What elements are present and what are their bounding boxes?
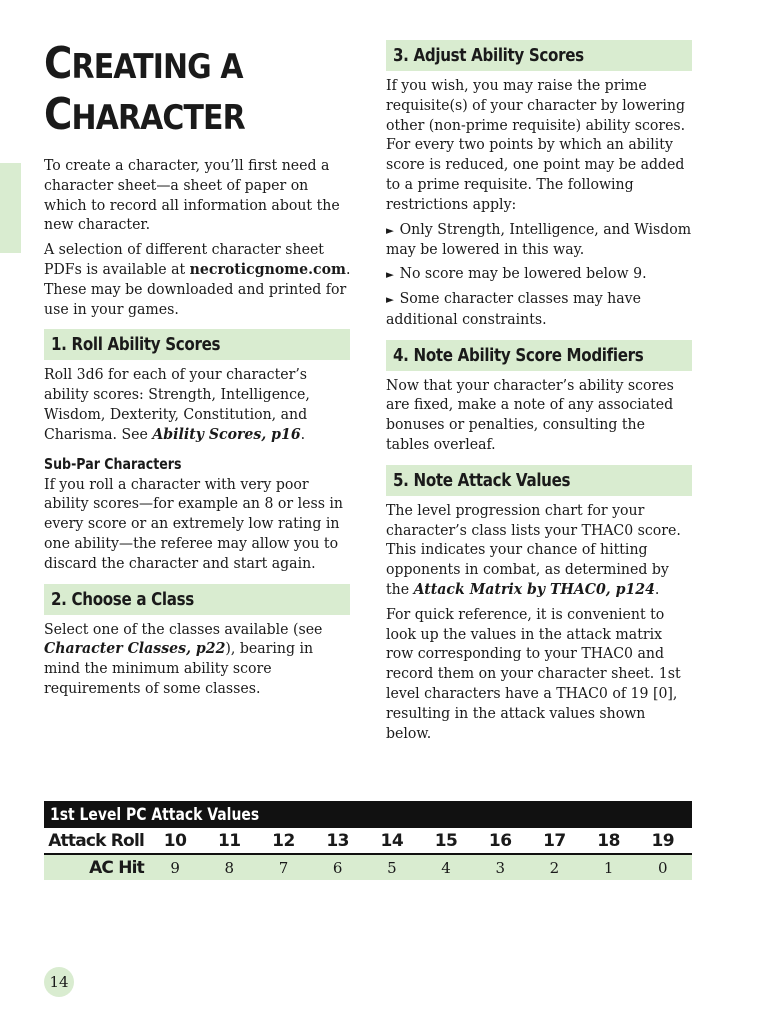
row-label: Attack Roll — [48, 830, 144, 851]
table-cell: 12 — [272, 830, 295, 851]
restriction-bullet: ► No score may be lowered below 9. — [386, 264, 692, 285]
row-label: AC Hit — [89, 857, 144, 878]
restriction-bullet: ► Only Strength, Intelligence, and Wisdom may be lowered in this way. — [386, 219, 692, 259]
table-cell: 10 — [163, 830, 187, 851]
table-cell: 7 — [278, 858, 289, 877]
attack-roll-row — [44, 828, 692, 855]
page-title: CREATING A CHARACTER — [44, 38, 245, 140]
table-cell: 16 — [488, 830, 512, 851]
table-cell: 0 — [658, 858, 668, 877]
table-cell: 11 — [217, 830, 241, 851]
table-cell: 3 — [495, 858, 505, 877]
table-cell: 2 — [549, 858, 560, 877]
section-2-body: Select one of the classes available (see Character Classes, p22), bearing in mind the minimum ability score requirements of some classes. — [44, 619, 323, 697]
table-cell: 5 — [387, 858, 397, 877]
section-5-body-2: For quick reference, it is convenient to look up the values in the attack matrix row corresponding to your THAC0 and record them on your character sheet. 1st level characters have a THAC0 of 19 [0], resulting in the attack values shown below. — [386, 604, 681, 742]
left-column — [44, 40, 350, 704]
character-classes-reference: Character Classes, p22 — [44, 639, 226, 658]
section-2-heading: 2. Choose a Class — [44, 584, 350, 615]
attack-values-table — [44, 801, 692, 880]
section-4-body: Now that your character’s ability scores are fixed, make a note of any associated bonuses or penalties, consulting the tables overleaf. — [386, 375, 674, 453]
sub-par-heading: Sub-Par Characters — [44, 454, 182, 473]
bullet-triangle-icon: ► — [386, 292, 394, 306]
bullet-triangle-icon: ► — [386, 268, 394, 282]
table-cell: 9 — [170, 858, 180, 877]
intro-paragraph-2: A selection of different character sheet PDFs is available at necroticgnome.com. These may be downloaded and printed for use in your games. — [44, 240, 351, 318]
table-cell: 4 — [441, 858, 451, 877]
table-cell: 19 — [651, 830, 675, 851]
section-5-body-1: The level progression chart for your character’s class lists your THAC0 score. This indicates your chance of hitting opponents in combat, as determined by the Attack Matrix by THAC0, p124. — [386, 500, 681, 598]
bullet-triangle-icon: ► — [386, 223, 394, 237]
intro-paragraph-1: To create a character, you’ll first need a character sheet—a sheet of paper on which to record all information about the new character. — [44, 156, 340, 234]
section-3-body: If you wish, you may raise the prime requisite(s) of your character by lowering other (non-prime requisite) ability scores. For every two points by which an ability score is reduced, one point may be added to a prime requisite. The following restrictions apply: — [386, 76, 686, 213]
section-1-body: Roll 3d6 for each of your character’s ability scores: Strength, Intelligence, Wisdom, Dexterity, Constitution, and Charisma. See Ability Scores, p16. — [44, 365, 310, 443]
table-cell: 15 — [434, 830, 458, 851]
table-cell: 14 — [380, 830, 404, 851]
restriction-bullet: ► Some character classes may have additional constraints. — [386, 288, 641, 328]
section-5-heading: 5. Note Attack Values — [386, 465, 692, 496]
attack-matrix-reference: Attack Matrix by THAC0, p124 — [413, 579, 655, 598]
section-3-heading: 3. Adjust Ability Scores — [386, 40, 692, 71]
page-number: 14 — [44, 967, 74, 997]
section-1-heading: 1. Roll Ability Scores — [44, 329, 350, 360]
chapter-tab — [0, 163, 21, 253]
sub-par-body: If you roll a character with very poor ability scores—for example an 8 or less in every score or an extremely low rating in one ability—the referee may allow you to discard the character and start again. — [44, 474, 344, 572]
table-cell: 8 — [224, 858, 235, 877]
website-link: necroticgnome.com — [189, 259, 346, 278]
table-cell: 13 — [326, 830, 349, 851]
ability-scores-reference: Ability Scores, p16 — [152, 424, 301, 443]
ac-hit-row — [44, 855, 692, 880]
section-4-heading: 4. Note Ability Score Modifiers — [386, 340, 692, 371]
right-column — [386, 40, 692, 748]
table-title: 1st Level PC Attack Values — [44, 801, 692, 828]
table-cell: 18 — [597, 830, 620, 851]
table-cell: 17 — [543, 830, 566, 851]
table-cell: 1 — [603, 858, 614, 877]
table-cell: 6 — [332, 858, 343, 877]
